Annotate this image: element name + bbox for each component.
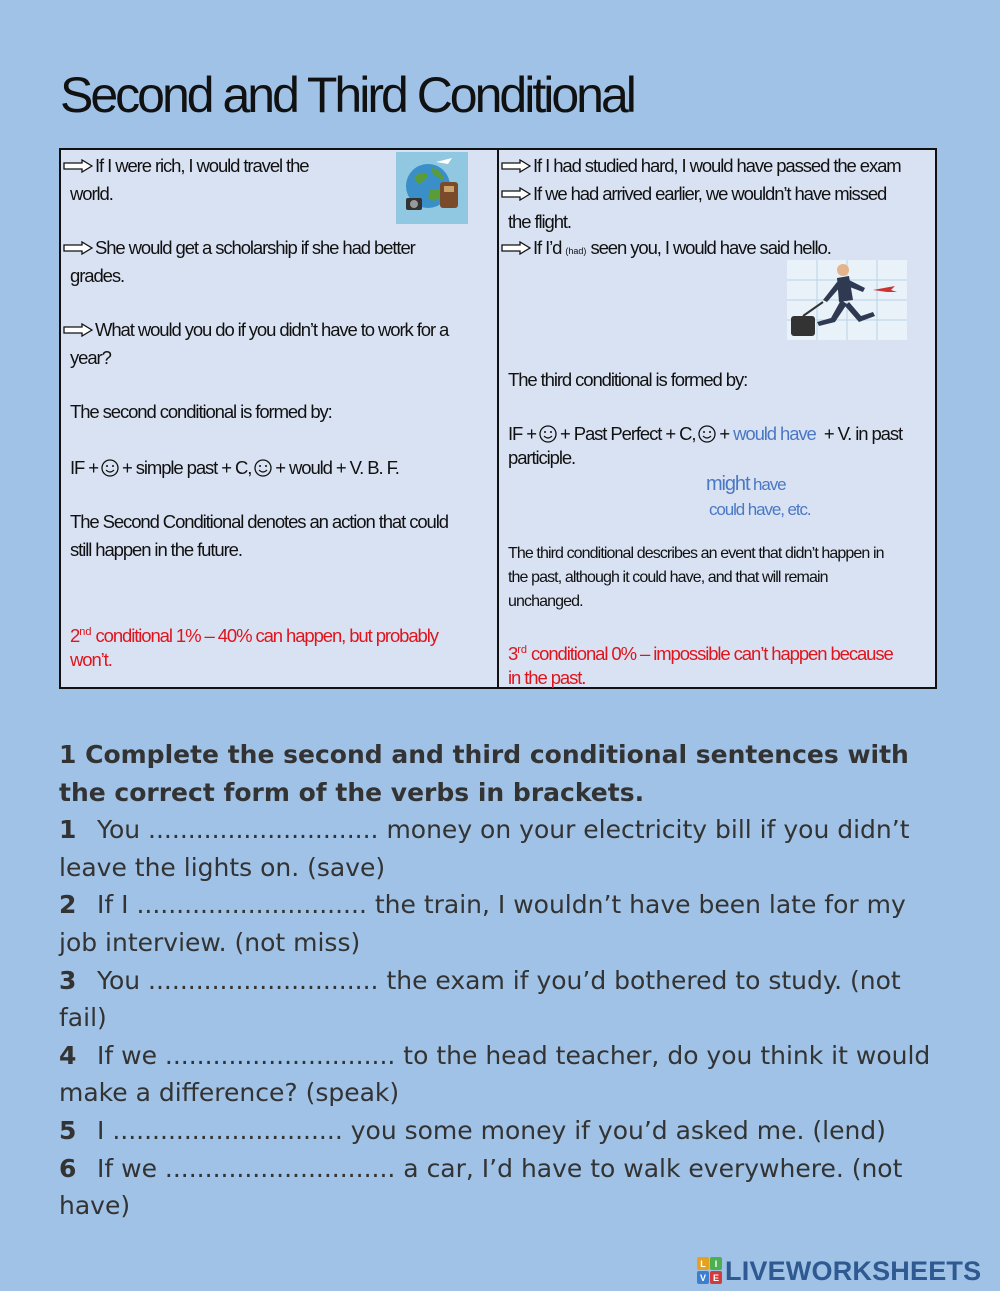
smiley-icon: [539, 423, 557, 441]
second-conditional-column: [61, 150, 499, 687]
exercise-instruction: the correct form of the verbs in brackets.: [59, 777, 645, 807]
example-line: year?: [70, 347, 111, 368]
example-line: If I had studied hard, I would have passed the exam: [501, 152, 901, 180]
logo-letter: E: [712, 1273, 720, 1283]
arrow-icon: [63, 159, 93, 173]
description-line: The third conditional describes an event that didn’t happen in: [508, 545, 884, 562]
formula-line: IF + + Past Perfect + C, + would have + V. in past: [508, 423, 903, 444]
logo-mark-icon: [697, 1257, 723, 1285]
description-line: unchanged.: [508, 593, 583, 610]
example-line: the flight.: [508, 211, 571, 232]
smiley-icon: [698, 423, 716, 441]
arrow-icon: [63, 241, 93, 255]
page-title: Second and Third Conditional: [60, 67, 634, 123]
alternative-modal: could have, etc.: [709, 500, 811, 519]
arrow-icon: [501, 241, 531, 255]
exercise-item-cont: leave the lights on. (save): [59, 852, 386, 882]
probability-line: in the past.: [508, 667, 586, 688]
description-line: The Second Conditional denotes an action that could: [70, 511, 448, 532]
exercise-item-cont: have): [59, 1191, 131, 1221]
exercise-item[interactable]: 1 You ............................. money on your electricity bill if you didn’t: [59, 815, 910, 845]
description-line: the past, although it could have, and that will remain: [508, 569, 828, 586]
exercise-item[interactable]: 4 If we ............................. to the head teacher, do you think it would: [59, 1040, 931, 1070]
exercise-item[interactable]: 2 If I ............................. the train, I wouldn’t have been late for my: [59, 890, 906, 920]
example-line: world.: [70, 183, 113, 204]
third-conditional-column: [499, 150, 935, 687]
alternative-modal: might have: [706, 473, 786, 495]
description-line: still happen in the future.: [70, 539, 242, 560]
exercise-item[interactable]: 5 I ............................. you some money if you’d asked me. (lend): [59, 1115, 886, 1145]
example-line: If I’d (had) seen you, I would have said hello.: [501, 234, 831, 265]
exercise-item[interactable]: 3 You ............................. the exam if you’d bothered to study. (not: [59, 965, 901, 995]
smiley-icon: [101, 457, 119, 475]
formed-by-label: The third conditional is formed by:: [508, 369, 748, 390]
probability-line: 2nd conditional 1% – 40% can happen, but probably: [70, 625, 438, 646]
example-line: If I were rich, I would travel the: [63, 152, 308, 180]
logo-letter: V: [699, 1273, 707, 1283]
arrow-icon: [501, 187, 531, 201]
liveworksheets-logo: [697, 1255, 981, 1287]
exercise-item-cont: make a difference? (speak): [59, 1078, 400, 1108]
formula-line: IF + + simple past + C, + would + V. B. F.: [70, 457, 399, 478]
exercise-instruction: 1 Complete the second and third conditional sentences with: [59, 740, 909, 769]
exercise-item-cont: job interview. (not miss): [59, 927, 361, 957]
probability-line: 3rd conditional 0% – impossible can’t happen because: [508, 643, 893, 664]
example-line: She would get a scholarship if she had better: [63, 234, 415, 262]
example-line: What would you do if you didn’t have to work for a: [63, 316, 448, 344]
arrow-icon: [63, 323, 93, 337]
logo-letter: L: [700, 1259, 706, 1269]
logo-text: LIVEWORKSHEETS: [725, 1255, 982, 1286]
exercise-item[interactable]: 6 If we ............................. a car, I’d have to walk everywhere. (not: [59, 1153, 903, 1183]
grammar-table: [59, 148, 937, 689]
running-businessman-image: [787, 260, 907, 340]
exercise-item-cont: fail): [59, 1003, 107, 1033]
globe-travel-image: [396, 152, 468, 224]
formed-by-label: The second conditional is formed by:: [70, 401, 332, 422]
exercise-section: [59, 736, 939, 1225]
example-line: If we had arrived earlier, we wouldn’t have missed: [501, 180, 886, 208]
logo-letter: I: [714, 1259, 718, 1269]
formula-line: participle.: [508, 447, 576, 468]
probability-line: won’t.: [70, 649, 112, 670]
arrow-icon: [501, 159, 531, 173]
smiley-icon: [254, 457, 272, 475]
example-line: grades.: [70, 265, 125, 286]
